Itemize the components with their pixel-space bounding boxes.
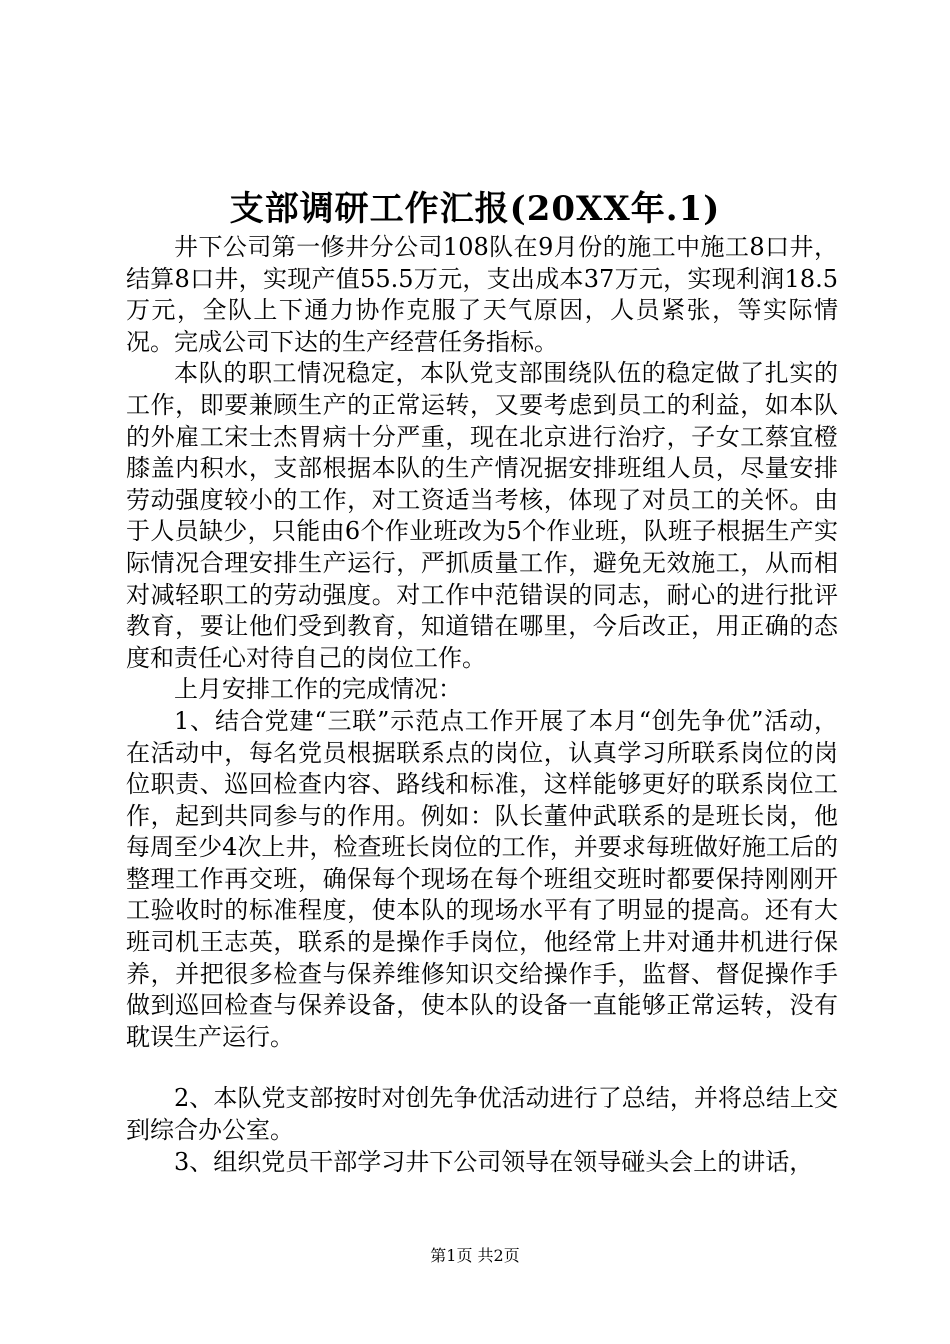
paragraph-staff-situation: 本队的职工情况稳定，本队党支部围绕队伍的稳定做了扎实的工作，即要兼顾生产的正常运转，又要考虑到员工的利益，如本队的外雇工宋士杰胃病十分严重，现在北京进行治疗，子女工蔡宜橙膝盖内积水，支部根据本队的生产情况据安排班组人员，尽量安排劳动强度较小的工作，对工资适当考核，体现了对员工的关怀。由于人员缺少，只能由6个作业班改为5个作业班，队班子根据生产实际情况合理安排生产运行，严抓质量工作，避免无效施工，从而相对减轻职工的劳动强度。对工作中范错误的同志，耐心的进行批评教育，要让他们受到教育，知道错在哪里，今后改正，用正确的态度和责任心对待自己的岗位工作。 — [126, 359, 838, 672]
page-number-footer: 第1页 共2页 — [430, 1246, 520, 1265]
document-title: 支部调研工作汇报(20XX年.1) — [229, 189, 721, 229]
document-body — [126, 232, 838, 1178]
paragraph-production-summary: 井下公司第一修井分公司108队在9月份的施工中施工8口井，结算8口井，实现产值55.5万元，支出成本37万元，实现利润18.5万元，全队上下通力协作克服了天气原因，人员紧张，等实际情况。完成公司下达的生产经营任务指标。 — [126, 233, 838, 356]
paragraph-item-3: 3、组织党员干部学习井下公司领导在领导碰头会上的讲话， — [174, 1147, 814, 1176]
paragraph-item-1: 1、结合党建“三联”示范点工作开展了本月“创先争优”活动，在活动中，每名党员根据联系点的岗位，认真学习所联系岗位的岗位职责、巡回检查内容、路线和标准，这样能够更好的联系岗位工作，起到共同参与的作用。例如：队长董仲武联系的是班长岗，他每周至少4次上井，检查班长岗位的工作，并要求每班做好施工后的整理工作再交班，确保每个现场在每个班组交班时都要保持刚刚开工验收时的标准程度，使本队的现场水平有了明显的提高。还有大班司机王志英，联系的是操作手岗位，他经常上井对通井机进行保养，并把很多检查与保养维修知识交给操作手，监督、督促操作手做到巡回检查与保养设备，使本队的设备一直能够正常运转，没有耽误生产运行。 — [126, 706, 838, 1051]
paragraph-item-2: 2、本队党支部按时对创先争优活动进行了总结，并将总结上交到综合办公室。 — [126, 1084, 838, 1145]
paragraph-last-month-heading: 上月安排工作的完成情况： — [174, 675, 462, 704]
